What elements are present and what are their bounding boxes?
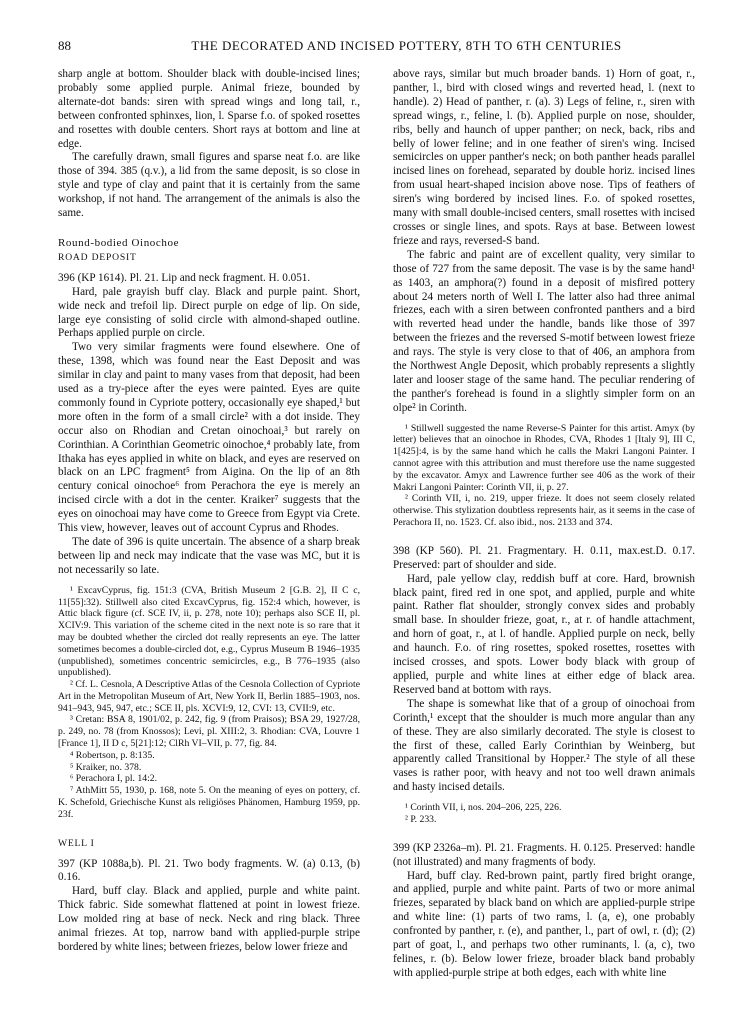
paragraph: Hard, buff clay. Red-brown paint, partly fired bright orange, and applied, purple and white paint. Parts of two or more animal friezes, separated by black band on which are applied-purple stripe and white line: (1) parts of two rams, l. (a, e), one probably confronted by panther, r. (e), and panther, l., part of owl, r. (d); (2) part of goat, l., and perhaps two other ruminants, l. (a, c), two felines, r. (b). Below lower frieze, broader black band probably with applied-purple stripe at both edges, each with white line	[393, 869, 695, 979]
paragraph: above rays, similar but much broader bands. 1) Horn of goat, r., panther, l., bird with closed wings and reverted head, l. (next to handle). 2) Head of panther, r. (a). 3) Legs of feline, r., siren with spread wings, r., feline, l. (b). Applied purple on nose, shoulder, ribs, belly and haunch of upper panther; on neck, back, ribs and belly of lower feline; and in one feather of siren's wing. Incised semicircles on upper panther's neck; on both panther heads parallel incised lines on forehead, separated by double horiz. incised lines from usual heart-shaped incision above nose. Tips of feathers of siren's wing bordered by incised lines. F.o. of spoked rosettes, many with small double-incised centers, small rosettes with incised crosses or single lines, and spots. Rays at base. Between lowest frieze and rays, reversed-S band.	[393, 68, 695, 247]
section-heading: Round-bodied Oinochoe	[58, 236, 180, 249]
paragraph: The shape is somewhat like that of a group of oinochoai from Corinth,¹ except that the shoulder is much more angular than any of these. They are also similarly decorated. The style is closest to the first of these, called Early Corinthian by Weinberg, but apparently called Transitional by Hopper.² The style of all these vases is rather poor, with heavy and not too well drawn animals and hasty incised details.	[393, 697, 695, 794]
paragraph: The date of 396 is quite uncertain. The absence of a sharp break between lip and neck may indicate that the vase was MC, but it is not necessarily so late.	[58, 536, 360, 576]
paragraph: The fabric and paint are of excellent quality, very similar to those of 727 from the same deposit. The vase is by the same hand¹ as 1403, an amphora(?) found in a deposit of misfired pottery about 24 meters north of Well I. The latter also had three animal friezes, each with a siren between confronted panthers and a bird with reverted head under the handle, bands like those of 397 between the friezes and the reversed S-motif between lowest frieze and rays. The style is very close to that of 406, an amphora from the Northwest Angle Deposit, which probably represents a slightly later and looser stage of the same hand. The peculiar rendering of the panther's forehead is found in a slightly simpler form on an olpe² in Corinth.	[393, 248, 695, 414]
footnote: ³ Cretan: BSA 8, 1901/02, p. 242, fig. 9 (from Praisos); BSA 29, 1927/28, p. 249, no. 78 (from Knossos); Levi, pl. XIII:2, 3. Rhodian: CVA, Louvre 1 [France 1], II D c, 5[21]:12; ClRh VI–VII, p. 77, fig. 84.	[58, 714, 360, 750]
paragraph: Hard, pale yellow clay, reddish buff at core. Hard, brownish black paint, fired red in one spot, and applied, purple and white paint. Rather flat shoulder, strongly convex sides and probably small base. In shoulder frieze, goat, r., at r. of handle attachment, and horn of goat, r., at l. of handle. Applied purple on neck, belly and haunch. F.o. of ring rosettes, spoked rosettes, rosettes with incised crosses, and spots. Lower body black with group of applied, purple and white lines at either edge of black area. Reserved band at bottom with rays.	[393, 572, 695, 696]
right-column	[393, 68, 695, 981]
deposit-subheading: WELL I	[58, 837, 95, 849]
page-header	[58, 38, 695, 58]
footnote: ¹ Stillwell suggested the name Reverse-S Painter for this artist. Amyx (by letter) believes that an oinochoe in Rhodes, CVA, Rhodes 1 [Italy 9], III C, 1[425]:4, is by the same hand which he calls the Makri Langoni Painter. I cannot agree with this attribution and must therefore use the name suggested by the excavator. Amyx and Lawrence further see 406 as the work of their Makri Langoni Painter: Corinth VII, ii, p. 27.	[393, 422, 695, 493]
footnote: ⁷ AthMitt 55, 1930, p. 168, note 5. On the meaning of eyes on pottery, cf. K. Schefold, Griechische Kunst als religiöses Phänomen, Hamburg 1959, pp. 23f.	[58, 785, 360, 820]
footnote: ² Cf. L. Cesnola, A Descriptive Atlas of the Cesnola Collection of Cypriote Art in the Metropolitan Museum of Art, New York II, Berlin 1885–1903, nos. 941–943, 945, 947, etc.; SCE II, pls. XCVI:9, 12, CVI: 13, CVII:9, etc.	[58, 679, 360, 714]
deposit-subheading: ROAD DEPOSIT	[58, 251, 137, 263]
footnote: ¹ ExcavCyprus, fig. 151:3 (CVA, British Museum 2 [G.B. 2], II C c, 11[55]:32). Stillwell also cited ExcavCyprus, fig. 152:4 which, however, is Attic black figure (cf. SCE IV, ii, p. 278, note 10); perhaps also SCE II, pl. XCIV:9. This variation of the scheme cited in the next note is so rare that it may be doubted whether the circled dot really represents an eye. The latter sometimes becomes a double-circled dot, e.g., Cyprus Museum B 1946–1935 (unpublished), sometimes concentric semicircles, e.g., B 776–1935 (also unpublished).	[58, 584, 360, 679]
footnote: ⁶ Perachora I, pl. 14:2.	[70, 773, 158, 785]
footnote: ² Corinth VII, i, no. 219, upper frieze. It does not seem closely related otherwise. This stylization doubtless represents hair, as it seems in the case of Perachora II, no. 1523. Cf. also ibid., nos. 2133 and 374.	[393, 493, 695, 529]
page-number: 88	[58, 38, 71, 53]
catalogue-entry-title: 397 (KP 1088a,b). Pl. 21. Two body fragments. W. (a) 0.13, (b) 0.16.	[58, 857, 360, 884]
footnote: ² P. 233.	[405, 813, 437, 825]
paragraph: sharp angle at bottom. Shoulder black with double-incised lines; probably some applied purple. Animal frieze, bounded by alternate-dot bands: siren with spread wings and long tail, r., between confronted sphinxes, lion, l. Sparse f.o. of spoked rosettes and rosettes with double centers. Short rays at bottom and line at edge.	[58, 68, 360, 150]
paragraph: The carefully drawn, small figures and sparse neat f.o. are like those of 394. 385 (q.v.), a lid from the same deposit, is so close in style and type of clay and paint that it is certainly from the same workshop, if not hand. The arrangement of the animals is also the same.	[58, 151, 360, 220]
left-column	[58, 68, 360, 955]
running-title: THE DECORATED AND INCISED POTTERY, 8TH TO 6TH CENTURIES	[191, 38, 622, 53]
catalogue-entry-title: 398 (KP 560). Pl. 21. Fragmentary. H. 0.11, max.est.D. 0.17. Preserved: part of shoulder and side.	[393, 544, 695, 571]
catalogue-entry-title: 396 (KP 1614). Pl. 21. Lip and neck fragment. H. 0.051.	[58, 271, 311, 284]
footnote: ¹ Corinth VII, i, nos. 204–206, 225, 226.	[405, 802, 562, 814]
footnote: ⁴ Robertson, p. 8:135.	[70, 749, 155, 761]
paragraph: Two very similar fragments were found elsewhere. One of these, 1398, which was found near the East Deposit and was similar in clay and paint to many vases from that deposit, had been used as a try-piece after the eyes were painted. Eyes are quite commonly found in Cypriote pottery, occasionally eye shaped,¹ but more often in the form of a small circle² with a dot inside. They occur also on Rhodian and Cretan oinochoai,³ but rarely on Corinthian. A Corinthian Geometric oinochoe,⁴ probably late, from Ithaka has eyes applied in white on black, and eyes are reserved on black on an LPC fragment⁵ from Aigina. On the lip of an 8th century conical oinochoe⁶ from Perachora the eye is merely an incised circle with a dot in the center. Kraiker⁷ suggests that the eyes on oinochoai may have come to Greece from Egypt via Crete. This view, however, leaves out of account Cyprus and Rhodes.	[58, 341, 360, 535]
paragraph: Hard, pale grayish buff clay. Black and purple paint. Short, wide neck and trefoil lip. Direct purple on edge of lip. On side, large eye consisting of solid circle with almond-shaped outline. Perhaps applied purple on circle.	[58, 285, 360, 340]
paragraph: Hard, buff clay. Black and applied, purple and white paint. Thick fabric. Side somewhat flattened at point in lowest frieze. Low molded ring at base of neck. Neck and ring black. Three animal friezes. At top, narrow band with applied-purple stripe bordered by white lines; between friezes, below lower frieze and	[58, 885, 360, 953]
catalogue-entry-title: 399 (KP 2326a–m). Pl. 21. Fragments. H. 0.125. Preserved: handle (not illustrated) and many fragments of body.	[393, 841, 695, 868]
footnote: ⁵ Kraiker, no. 378.	[70, 761, 142, 773]
